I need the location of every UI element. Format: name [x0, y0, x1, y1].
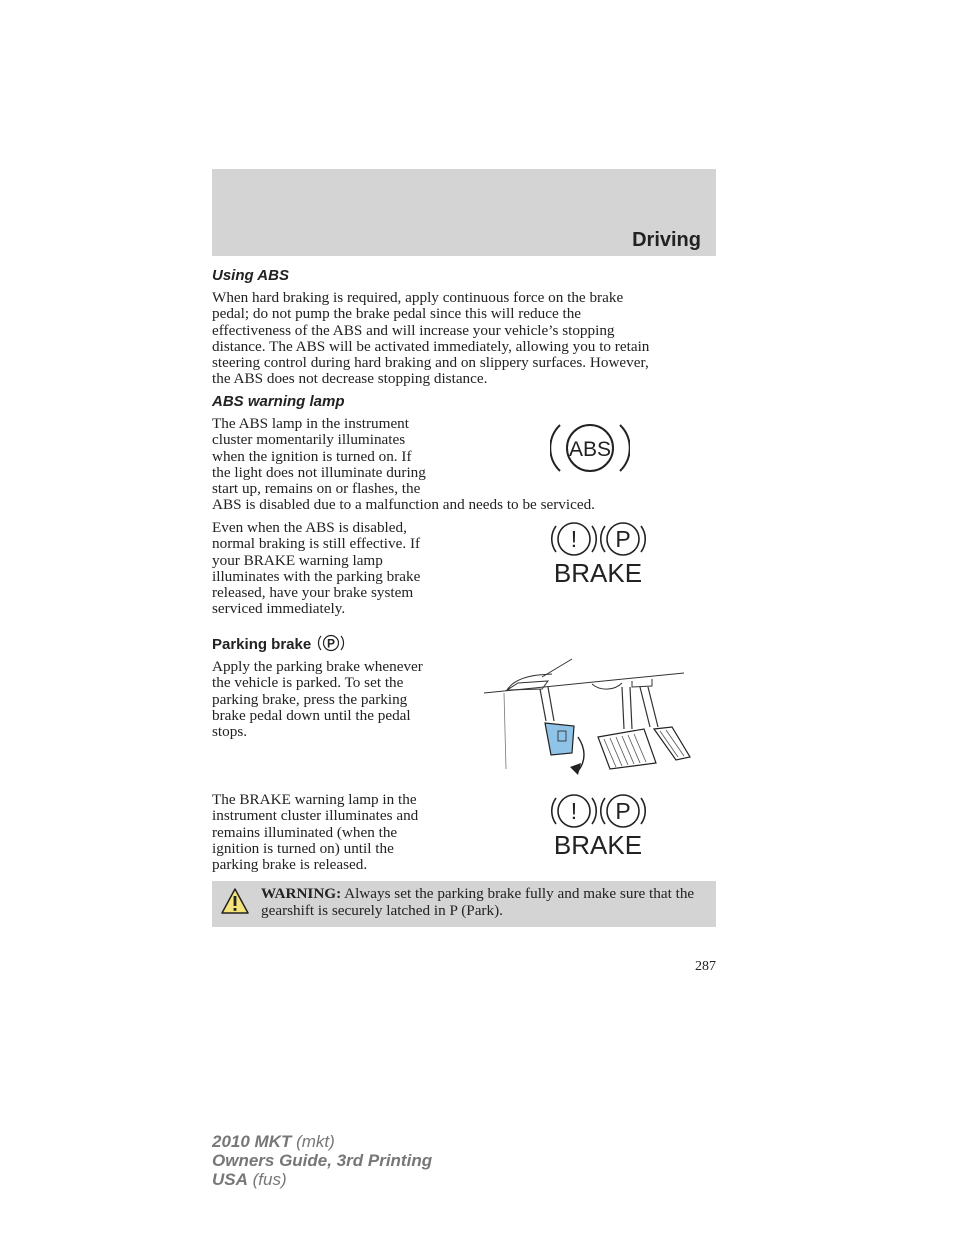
abs-lamp-heading: ABS warning lamp	[212, 393, 345, 410]
page-number: 287	[695, 959, 716, 974]
svg-text:P: P	[327, 636, 336, 651]
parking-brake-icon	[317, 633, 345, 657]
section-header-bar	[212, 169, 716, 256]
brake-warning-icon-2	[548, 793, 648, 859]
brake-lamp-paragraph: The BRAKE warning lamp in the instrument cluster illuminates and remains illuminated (when the ignition is turned on) until the parking brake is released.	[212, 791, 419, 874]
parking-brake-pedal-illustration	[482, 657, 694, 777]
svg-text:!: !	[570, 526, 578, 552]
warning-text: WARNING: Always set the parking brake fully and make sure that the gearshift is securely latched in P (Park).	[261, 885, 695, 919]
svg-text:ABS: ABS	[568, 438, 612, 461]
svg-text:P: P	[615, 526, 631, 552]
abs-warning-icon	[550, 417, 630, 479]
section-title: Driving	[632, 229, 701, 251]
parking-brake-paragraph: Apply the parking brake whenever the vehicle is parked. To set the parking brake, press the parking brake pedal down until the pedal stops.	[212, 658, 423, 741]
footer: 2010 MKT (mkt) Owners Guide, 3rd Printing USA (fus)	[212, 1132, 433, 1189]
warning-triangle-icon	[220, 887, 250, 919]
abs-lamp-paragraph: The ABS lamp in the instrument cluster momentarily illuminates when the ignition is turned on. If the light does not illuminate during start up, remains on or flashes, the ABS is disabled due to a malfunction and needs to be serviced.	[212, 415, 595, 514]
using-abs-heading: Using ABS	[212, 267, 289, 284]
using-abs-paragraph: When hard braking is required, apply continuous force on the brake pedal; do not pump the brake pedal since this will reduce the effectiveness of the ABS and will increase your vehicle’s stopping distance. The ABS will be activated immediately, allowing you to retain steering control during hard braking and on slippery surfaces. However, the ABS does not decrease stopping distance.	[212, 289, 650, 388]
svg-text:!: !	[570, 798, 578, 824]
svg-text:P: P	[615, 798, 631, 824]
brake-word-2: BRAKE	[553, 830, 643, 860]
abs-disabled-paragraph: Even when the ABS is disabled, normal braking is still effective. If your BRAKE warning lamp illuminates with the parking brake released, have your brake system serviced immediately.	[212, 519, 421, 618]
warning-box	[212, 881, 716, 927]
brake-warning-icon	[548, 521, 648, 587]
parking-brake-heading: Parking brake P	[212, 633, 345, 657]
brake-word: BRAKE	[553, 558, 643, 588]
